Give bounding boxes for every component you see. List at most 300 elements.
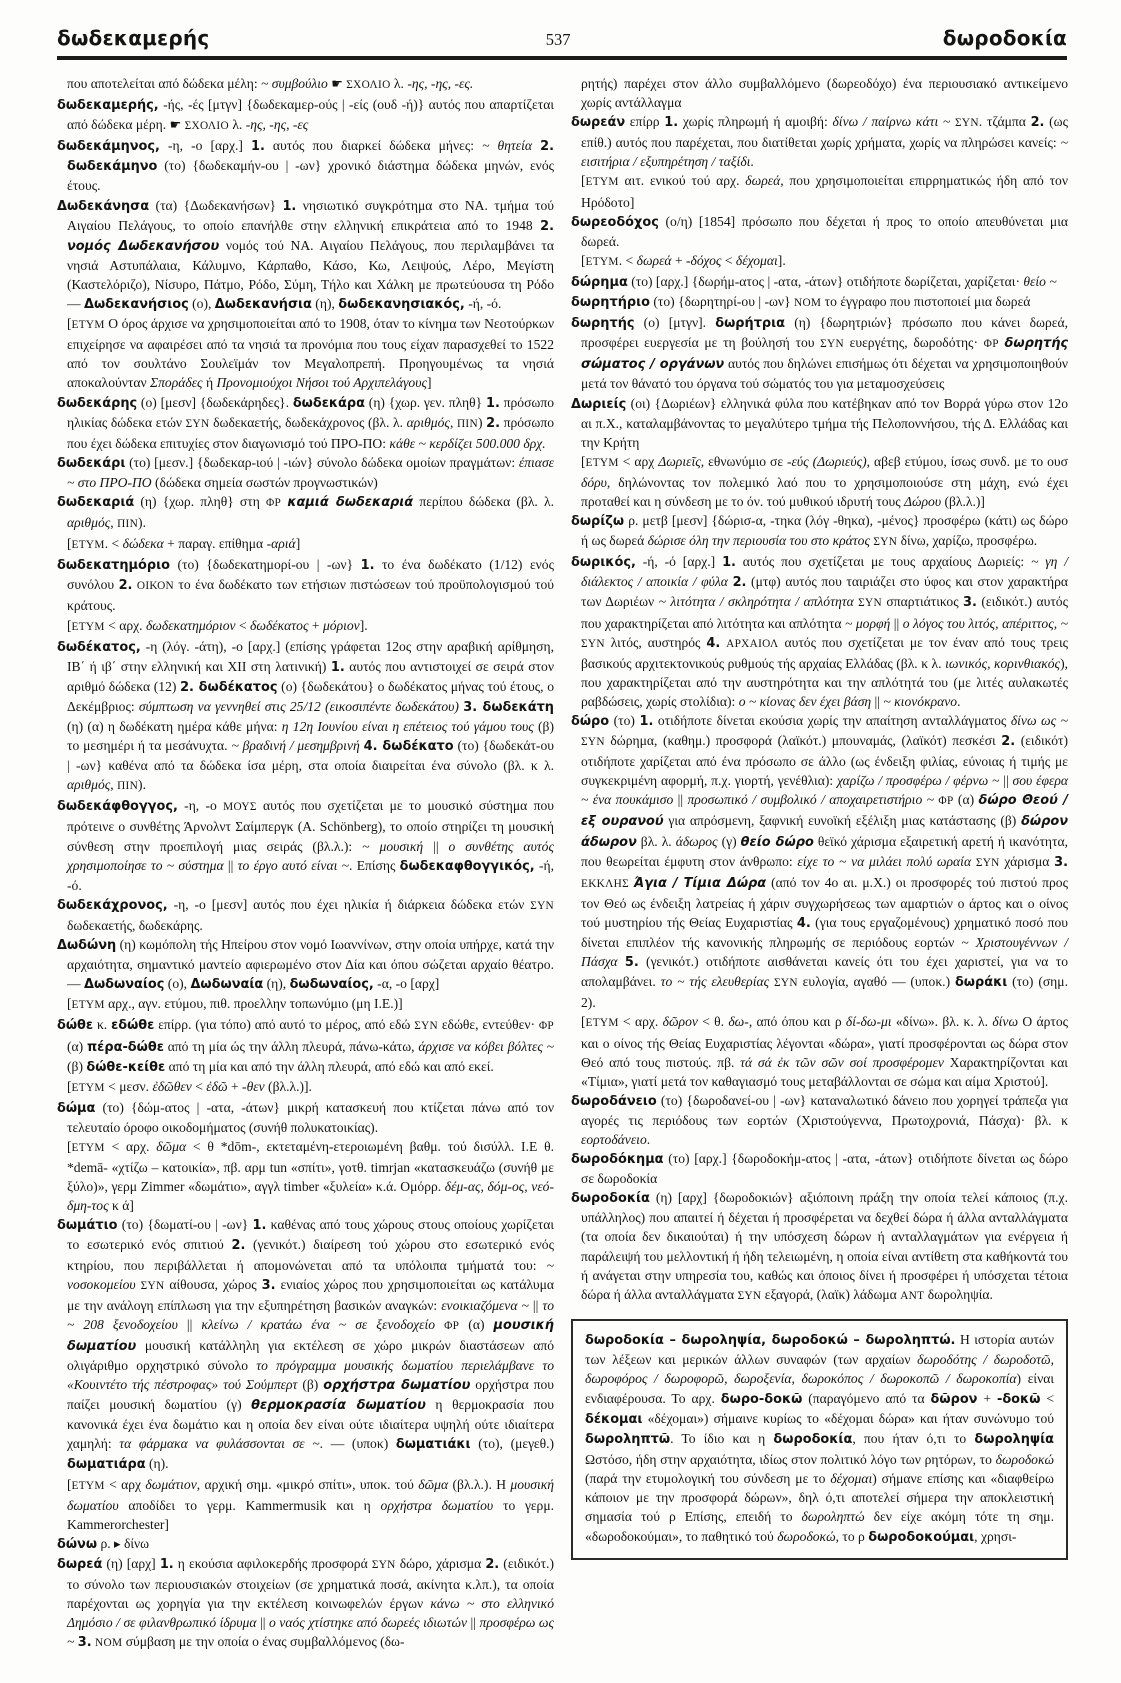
text-segment: ο συνθέτης αυτός χρησιμοποίησε το ~ σύστημα <box>67 838 554 873</box>
text-segment: η 12η Ιουνίου είναι η επέτειος τού γάμου τους <box>281 719 534 734</box>
text-segment: 2. δωδεκάμηνο <box>67 139 555 175</box>
text-segment: ορχήστρα δωματίου <box>380 1497 494 1513</box>
text-segment: 1. <box>159 1556 174 1572</box>
text-segment: -δόχος <box>686 252 722 268</box>
text-segment: δωδεκαετής, δωδεκάρης. <box>67 917 203 933</box>
text-segment: Η ιστορία αυτών των λέξεων και μερικών άλλων συναφών (των αρχαίων <box>585 1331 1054 1368</box>
text-segment: 3. <box>963 595 977 611</box>
text-segment: πρόσωπο ηλικίας δώδεκα ετών <box>67 394 555 430</box>
text-segment: (δώδεκα σημεία σωστών προγνωστικών) <box>151 474 378 490</box>
text-segment: άρχισε να κόβει βόλτες ~ <box>418 1038 554 1054</box>
text-segment: ). <box>138 777 146 793</box>
text-segment: (βλ.λ.)]. <box>264 1078 312 1094</box>
text-segment: δωροδοκία <box>773 1432 853 1448</box>
dictionary-entry <box>57 935 554 994</box>
text-segment: . Επίσης <box>349 857 400 873</box>
dictionary-entry <box>571 313 1068 393</box>
text-segment: (η) [αρχ] {δωροδοκιών} αξιόποινη πράξη την οποία τελεί κάποιος (π.χ. υπάλληλος) που απαιτεί ή δέχεται ή προσφέρεται να δεχθεί δώρα ή άλλα ανταλλάγματα (τα οποία δεν δικαιούται) ή την υπόσχεση δώρων ή ανταλλαγμάτων για ενέργεια ή παράλειψή του μελλοντική ή ήδη τελειωμένη, η οποία είναι αντίθετη στα καθήκοντά του ή ανάγεται στην υπηρεσία του, καθώς και όποιος δίνει ή προσφέρει ή υπόσχεται τέτοια δώρα ή άλλα ανταλλάγματα <box>581 1190 1068 1302</box>
text-segment: αυτός που σχετίζεται με τους αρχαίους Δωριείς: <box>735 554 1032 570</box>
text-segment: δωδεκατημόριον <box>145 617 236 633</box>
text-segment: ~ κιονόκρανο <box>883 693 958 709</box>
text-segment: ευεργέτης, δωροδότης· <box>843 335 984 351</box>
text-segment: δίνω <box>120 1535 150 1551</box>
text-segment: ΣΥΝ <box>955 117 979 130</box>
text-segment: || <box>528 1297 543 1313</box>
text-segment: δώθε <box>57 1018 94 1034</box>
text-segment: (το) [αρχ.] {δωρήμ-ατος | -ατα, -άτων} οτιδήποτε δωρίζεται, χαρίζεται· <box>627 273 1024 289</box>
text-segment: ΕΤΥΜ <box>71 319 105 332</box>
text-segment: -η, -ο [μεσν] αυτός που έχει ηλικία ή διάρκεια δώδεκα ετών <box>167 896 531 912</box>
text-segment: 1. <box>722 555 736 571</box>
dictionary-entry <box>57 393 554 453</box>
text-segment: ΠΙΝ <box>117 780 139 793</box>
dictionary-entry <box>57 492 554 534</box>
text-segment: αυτός που αντιστοιχεί σε σειρά στον αριθμό δώδεκα (12) <box>67 658 554 694</box>
text-segment: . < <box>104 536 123 552</box>
text-segment: -ή, -ό. <box>67 857 554 893</box>
text-segment: δίνω, χαρίζω, προσφέρω. <box>897 533 1038 549</box>
text-segment: δωδεκάρα <box>292 395 366 411</box>
text-segment: (μτφ) αυτός που ταιριάζει στο ύφος και στον χαρακτήρα των Δωριέων <box>581 574 1068 610</box>
dictionary-entry <box>571 292 1068 313</box>
text-segment: Ωστόσο, ήδη στην αρχαιότητα, ιδίως στον πολιτικό λόγο των ρητόρων, το <box>585 1451 996 1467</box>
text-segment: δωδωναίος, <box>289 977 374 993</box>
text-segment <box>532 138 540 153</box>
text-segment: 3. <box>261 1277 276 1293</box>
text-segment: περίπου δώδεκα (βλ. λ. <box>413 493 554 509</box>
text-segment: (παραγόμενο από τα <box>802 1390 931 1406</box>
text-segment: 2. <box>118 578 133 594</box>
text-segment: ΣΥΝ <box>820 338 844 351</box>
text-segment: (οι) {Δωριέων} ελληνικά φύλα που κατέβηκαν από τον Βορρά γύρω στον 12ο αι π.Χ., καταλαμβάνοντας το μεγαλύτερο τμήμα τής Πελοποννήσου, τής Δ. Ελλάδας και την Κρήτη <box>581 395 1068 450</box>
text-segment: προσωπικό / συμβολικό / αποχαιρετιστήριο ~ <box>687 792 934 808</box>
text-segment: (ως επίθ.) αυτός που παρέχεται, που διατίθεται χωρίς χρήματα, χωρίς να πληρώσει κανείς: <box>581 114 1069 151</box>
text-segment: δωδεκαφθογγικός, <box>399 858 535 874</box>
text-segment: από τη μία και από την άλλη πλευρά, από εδώ και από εκεί. <box>165 1058 494 1074</box>
text-segment: δῶρον <box>930 1391 978 1407</box>
text-segment: (τα) {Δωδεκανήσων} <box>149 197 283 213</box>
text-segment: [ <box>67 316 72 332</box>
text-segment: || <box>256 1615 269 1631</box>
text-segment: ο λόγος του λιτός, απέριττος, ~ <box>902 615 1068 631</box>
text-segment: + <box>671 252 687 268</box>
text-segment: 3. <box>1054 854 1068 870</box>
running-head <box>57 26 1067 60</box>
text-segment: αριθμός <box>67 515 111 531</box>
text-segment: θείο ~ <box>1023 273 1057 289</box>
text-segment: (το) <box>609 713 640 728</box>
text-segment: αριθμός <box>67 777 111 793</box>
text-segment: δωρεά <box>745 173 781 189</box>
text-segment: δωρικός, <box>571 555 636 571</box>
text-segment: (ο) {δωδεκάτου} ο δωδέκατος μήνας τού έτους, ο Δεκέμβριος: <box>67 678 554 714</box>
text-segment: επίρρ <box>625 114 665 130</box>
text-segment: ~ συμβούλιο <box>261 76 328 91</box>
text-segment: -α, -ο [αρχ] <box>373 976 440 992</box>
text-segment: . Το ίδιο και η <box>670 1431 774 1447</box>
text-segment: Δωδωναία <box>190 977 264 993</box>
text-segment: δωματιάρα <box>67 1457 146 1473</box>
text-segment: αυτός που σχετίζεται με τον έναν από τους τρεις βασικούς αρχιτεκτονικούς ρυθμούς τής αρχαίας Ελλάδας (βλ. κ λ. <box>581 634 1068 671</box>
text-segment: ἐδῶθεν <box>152 1078 192 1094</box>
text-segment: ~ βραδινή / μεσημβρινή <box>231 738 360 754</box>
text-segment: ) είναι ενδιαφέρουσα. Το αρχ. <box>585 1371 1054 1406</box>
text-segment: ΦΡ <box>538 1020 555 1033</box>
dictionary-entry <box>571 552 1068 711</box>
text-segment: Σποράδες <box>150 375 203 391</box>
text-segment: εορτοδάνειο <box>581 1131 647 1147</box>
text-segment: εδώθε, εντεύθεν· <box>437 1017 539 1033</box>
text-segment: το γερμ. Kammerorchester] <box>67 1497 555 1532</box>
text-segment: < αρχ. <box>618 1014 663 1030</box>
text-segment: σύμπτωση να γεννηθεί στις 25/12 (εικοσιπέντε δωδεκάτου) <box>138 698 459 714</box>
text-segment: δωδεκάχρονος, <box>57 897 168 913</box>
text-segment: το ~ 208 ξενοδοχείου <box>67 1297 554 1332</box>
text-segment: λ. <box>390 76 408 91</box>
text-segment: δωμάτιον <box>145 1476 197 1492</box>
dictionary-entry <box>57 895 554 935</box>
text-segment: 1. <box>360 558 375 574</box>
text-segment: σπαρτιάτικος <box>881 594 964 610</box>
text-segment: σου έφερα ~ ένα πουκάμισο <box>581 773 1068 808</box>
text-segment: ΣΥΝ <box>858 597 882 610</box>
text-segment: ΣΥΝ <box>185 417 210 430</box>
text-segment: (α) <box>953 792 979 808</box>
text-segment: , <box>449 414 457 430</box>
text-segment: -η (λόγ. -άτη), -ο [αρχ.] (επίσης γράφεται 12ος στην αραβική αρίθμηση, ΙΒ΄ ή ιβ΄ στην ελληνική και XII στη λατινική) <box>67 638 554 674</box>
text-segment: δίνω / παίρνω κάτι ~ <box>832 114 951 130</box>
text-segment: (ο/η) [1854] πρόσωπο που δέχεται ή προς το οποίο απευθύνεται μια δωρεά. <box>581 213 1068 249</box>
dictionary-entry <box>571 112 1068 171</box>
text-segment: δωροδοκώ <box>995 1451 1054 1467</box>
text-segment: < <box>191 1078 207 1094</box>
text-segment: -ή, -ό. <box>464 296 502 312</box>
text-segment: που αποτελείται από δώδεκα μέλη: <box>67 76 261 91</box>
text-segment: + <box>227 1078 243 1094</box>
text-segment: (β) <box>67 1058 87 1074</box>
text-segment: δωροδοκία – δωροληψία, δωροδοκώ – δωροληπτώ. <box>585 1332 956 1348</box>
text-segment: ΑΡΧΑΙΟΛ <box>726 637 779 650</box>
text-segment: δωροδοκία <box>571 1191 650 1207</box>
entry-continuation <box>571 251 1068 272</box>
text-segment: χάρισμα <box>999 853 1055 869</box>
text-segment: αίθουσα, χώρος <box>164 1276 262 1292</box>
text-segment: δωδεκατημόριο <box>57 558 170 574</box>
text-segment: δώδεκα <box>122 536 164 552</box>
text-segment: ΠΙΝ <box>456 417 478 430</box>
text-segment: -αριά <box>266 536 296 552</box>
text-segment: || <box>467 1615 480 1631</box>
entry-continuation <box>57 1137 554 1215</box>
text-segment: μουσική δωματίου <box>67 1317 554 1354</box>
text-segment: τά σά ἐκ τῶν σῶν σοί προσφέρομεν <box>740 1054 944 1070</box>
text-segment: δίνω ως ~ <box>1010 713 1068 728</box>
text-segment: δέχομαι <box>735 252 778 268</box>
text-segment: Δωδεκανήσια <box>214 297 312 313</box>
text-segment: το ~ τής ελευθερίας <box>660 974 770 990</box>
text-segment: (γενικότ.) οτιδήποτε αισθάνεται κανείς ότι του έχει χαριστεί, για να το απολαμβάνει. <box>581 954 1068 990</box>
text-segment: Ο άρτος και ο οίνος τής Θείας Ευχαριστίας λέγονται «δώρα», γιατί προσφέρονται ως δώρα στον Θεό από τους πιστούς. πβ. <box>581 1014 1069 1070</box>
text-segment: αρχ., αγν. ετύμου, πιθ. προελλην τοπωνύμιο (μη Ι.Ε.)] <box>104 996 403 1012</box>
text-segment: δωδεκάφθογγος, <box>57 799 178 815</box>
text-segment: ΣΥΝ <box>371 1558 396 1571</box>
text-segment: (α) <box>67 1038 87 1054</box>
text-segment: (το), (μεγεθ.) <box>470 1436 555 1452</box>
text-segment: [ <box>67 1078 72 1094</box>
text-segment: σύμβαση με την οποία ο ένας συμβαλλόμενος (δω- <box>122 1634 405 1650</box>
text-segment: 1. <box>330 659 345 675</box>
text-segment: το πρόγραμμα μουσικής δωματίου περιελάμβανε το «Κουιντέτο τής πέστροφας» τού Σούμπερτ <box>67 1358 554 1393</box>
text-segment: -εύς (Δωριεύς) <box>787 453 867 469</box>
text-segment: (γ) <box>717 833 741 849</box>
text-segment: + <box>977 1390 997 1406</box>
text-segment: δώρο Θεού / εξ ουρανού <box>581 793 1068 830</box>
text-segment: το ένα δωδέκατο των ετήσιων πιστώσεων τού προϋπολογισμού τού κράτους. <box>67 577 554 614</box>
text-segment: ΜΟΥΣ <box>223 801 257 814</box>
text-segment: (βλ.λ.). Η <box>448 1476 511 1492</box>
text-segment: (ο) [μεσν] {δωδεκάρηδες}. <box>137 394 293 410</box>
text-segment: (η) {δωρητριών} πρόσωπο που κάνει δωρεά, προσφέρει ευεργεσία με τη βούλησή του <box>581 315 1068 351</box>
text-segment: δωροδοκώ <box>777 1528 836 1544</box>
text-segment: ΕΤΥΜ <box>71 1081 105 1094</box>
dictionary-entry <box>571 212 1068 251</box>
text-segment: ΣΥΝ <box>581 637 605 650</box>
text-segment: ~ γη / διάλεκτος / αποικία / φύλα <box>581 554 1069 590</box>
text-segment: 2. <box>540 218 554 234</box>
dictionary-entry <box>57 1215 554 1474</box>
text-segment: (ο), <box>188 296 215 312</box>
text-segment: ~ θητεία <box>482 138 533 154</box>
text-segment: (το) {δωρητηρί-ου | -ων} <box>649 294 794 310</box>
text-segment: δέχομαι <box>830 1470 873 1486</box>
text-segment: πρόσωπο που έχει δώδεκα επιτυχίες στον διαγωνισμό τού ΠΡΟ-ΠΟ: <box>67 414 554 451</box>
text-segment: || <box>177 1316 202 1332</box>
text-segment <box>618 954 625 969</box>
text-segment: δωρο-δοκῶ <box>720 1391 803 1407</box>
guide-word-right: δωροδοκία <box>942 26 1067 50</box>
text-segment: αυτός που δηλώνει επισήμως ότι δέχεται να χρησιμοποιηθούν μετά τον θάνατό του όργανα τού σώματός του για μεταμοσχεύσεις <box>581 356 1068 392</box>
text-segment: ). <box>138 515 146 531</box>
text-segment: < <box>721 252 736 268</box>
text-segment: κλείνω / κρατάω ένα ~ σε ξενοδοχείο <box>201 1316 436 1332</box>
text-segment: ΕΤΥΜ <box>71 539 105 552</box>
text-segment: 2. <box>732 575 747 591</box>
text-segment: [ <box>581 1014 586 1030</box>
text-segment: -ή, -ό [αρχ.] <box>635 554 723 570</box>
right-column <box>571 74 1068 1653</box>
text-segment: (γενικότ.) διαίρεση τού χώρου στο εσωτερικό ενός κτηρίου, που περιβάλλεται ή απομονώνεται από τα υπόλοιπα τμήματά του: <box>67 1237 554 1273</box>
text-segment: . τζάμπα <box>978 114 1031 130</box>
text-segment: αριθμός <box>406 414 450 430</box>
text-segment: 1. <box>282 198 297 214</box>
text-segment: -η, -ο [αρχ.] <box>159 138 251 154</box>
dictionary-entry <box>571 1149 1068 1188</box>
text-segment: 4. δωδέκατο <box>363 739 454 755</box>
text-segment: δώρημα <box>571 274 628 290</box>
text-segment: δωρίζω <box>571 514 625 530</box>
text-segment: . — (υποκ) <box>319 1436 396 1452</box>
dictionary-entry <box>57 555 554 615</box>
text-segment: δί-δω-μι <box>845 1014 892 1030</box>
text-segment: , από όπου και ρ <box>748 1014 846 1030</box>
text-segment: ΣΥΝ <box>140 1279 165 1292</box>
text-segment: δωροληψία <box>974 1432 1054 1448</box>
text-segment: δώμα <box>57 1100 96 1116</box>
text-segment: . <box>750 154 754 170</box>
text-segment: δῶμα <box>156 1138 187 1154</box>
text-segment: 4. <box>796 915 811 931</box>
text-segment: ΟΙΚΟΝ <box>136 580 174 593</box>
dictionary-entry <box>57 1554 554 1653</box>
text-segment: δωδεκαετής, δωδεκάχρονος (βλ. λ. <box>209 414 407 430</box>
text-segment: || <box>423 838 449 854</box>
text-segment: < αρχ <box>104 1476 146 1492</box>
text-segment: ] <box>426 375 432 391</box>
entry-continuation <box>57 534 554 555</box>
text-segment: < θ *dōm-, εκτεταμένη-ετεροιωμένη βαθμ. τού δισύλλ. Ι.Ε θ. *demā- «χτίζω – κατοικία», πβ. αρμ tun «σπίτι», γοτθ. timrjan «κατασκευάζω (συνήθ με ξύλο)», γερμ Zimmer «δωμάτιο», αγγλ timber «ξυλεία» κ.ά. Ομόρρ. <box>67 1138 555 1195</box>
text-segment: δωδεκάρης <box>57 395 138 411</box>
text-segment: Χαρακτηρίζονται και «Τίμια», γιατί μετά τον καθαγιασμό τους μεταβάλλονται σε σώμα και αίμα Χριστού]. <box>581 1054 1068 1089</box>
text-segment: δώνω <box>57 1536 98 1552</box>
text-segment: δωρεά <box>636 252 672 268</box>
text-segment: άδωρος <box>675 833 718 849</box>
text-segment: δῶμα <box>418 1476 449 1492</box>
text-segment: (η), <box>311 296 339 312</box>
text-segment: ΕΤΥΜ <box>585 255 619 268</box>
text-segment: νησιωτικό συγκρότημα στο ΝΑ. τμήμα τού Αιγαίου Πελάγους, το οποίο επανήλθε στην ελληνική επικράτεια από το 1948 <box>67 197 555 233</box>
text-segment: 1. <box>485 395 500 411</box>
text-segment: ), που χαρακτηρίζεται από την αυστηρότητα και την απλότητά του (με λιτές αυλακωτές ραβδώσεις, χωρίς στολίδια): <box>581 655 1069 709</box>
text-segment: δω- <box>728 1014 749 1030</box>
text-segment: + <box>308 617 323 633</box>
text-segment: προσφέρω ως ~ <box>67 1615 554 1650</box>
dictionary-entry <box>571 511 1068 552</box>
text-segment: , δηλώνοντας τον πολεμικό λαό που το χρησιμοποιούσε στη μάχη, ενώ έχει προταθεί και η σύνδεση με το όν. τού μυθικού ιδρυτή τους <box>581 474 1068 509</box>
text-segment: ή <box>202 375 217 391</box>
text-segment: (η) {χωρ. γεν. πληθ} <box>365 394 486 410</box>
dictionary-entry <box>571 1091 1068 1149</box>
text-segment: μόριον <box>322 617 360 633</box>
text-segment: ο ~ κίονας δεν έχει βάση <box>738 693 872 709</box>
text-segment: Δώρου <box>904 493 942 509</box>
text-segment: ἐδῶ <box>206 1078 228 1094</box>
text-segment: -η, -ο <box>177 798 224 814</box>
text-segment: δωμάτιο <box>57 1218 118 1234</box>
text-segment: Δωριείς <box>571 396 627 412</box>
text-segment: ]. <box>359 617 368 633</box>
text-segment: (ο) [μτγν]. <box>634 315 716 331</box>
text-segment: (παρά την ετυμολογική του σύνδεση με το <box>585 1470 831 1486</box>
text-segment: η εκούσια αφιλοκερδής προσφορά <box>173 1555 372 1571</box>
text-segment: επίρρ. (για τόπο) από αυτό το μέρος, από εδώ <box>154 1017 415 1033</box>
text-segment: [ <box>581 173 586 189</box>
text-segment: (από τον 4ο αι. μ.Χ.) οι προσφορές τού πιστού προς τον Θεό ως ένδειξη λατρείας ή χάριν συγχωρήσεως των αμαρτιών ο άρτος και ο οίνος τού μυστηρίου τής Θείας Ευχαριστίας <box>581 874 1068 930</box>
dictionary-entry <box>57 95 554 136</box>
text-segment: λιτός, αυστηρός <box>604 634 707 650</box>
text-segment: 2. δωδέκατος <box>180 679 278 695</box>
text-segment: ορχήστρα δωματίου <box>323 1378 471 1394</box>
text-segment: κ. <box>93 1017 112 1033</box>
text-segment: ΠΙΝ <box>117 518 139 531</box>
text-segment: από τη μία ώς την άλλη πλευρά, πάνω-κάτω, <box>163 1038 419 1054</box>
text-segment: Δωδωναίος <box>84 977 165 993</box>
text-segment: (το) {δώμ-ατος | -ατα, -άτων} μικρή κατασκευή που κτίζεται πάνω από τον τελευταίο όροφο οικοδομήματος (συνήθ πολυκατοικίας). <box>67 1099 554 1135</box>
text-segment: ΦΡ <box>444 1319 460 1332</box>
text-segment: δώθε-κείθε <box>86 1059 166 1075</box>
text-segment: «δίνω». βλ. κ. λ. <box>891 1014 993 1030</box>
text-segment: δώρο <box>571 714 610 729</box>
usage-note-text <box>585 1330 1054 1547</box>
text-segment: || <box>871 693 884 709</box>
text-segment: Δωδεκάνησα <box>57 198 150 214</box>
text-segment: ΣΥΝ <box>581 736 605 749</box>
text-segment: 1. <box>250 139 265 155</box>
text-segment: (η), <box>263 976 290 992</box>
text-segment: -ης, -ης, -ες. <box>407 76 474 91</box>
text-segment: (β) <box>297 1377 324 1393</box>
text-segment: (η) [αρχ] <box>102 1555 160 1571</box>
text-segment: ΣΧΟΛΙΟ <box>346 79 391 91</box>
text-segment: ΣΥΝ <box>530 899 554 912</box>
text-segment: ΕΤΥΜ <box>71 1479 105 1492</box>
text-segment: -δοκῶ <box>996 1391 1041 1407</box>
text-segment: (α) <box>459 1316 494 1332</box>
text-segment: ] <box>295 536 301 552</box>
pointer-hand-icon: ☛ <box>169 117 182 133</box>
text-segment: θερμοκρασία δωματίου <box>251 1398 426 1414</box>
text-segment: ΣΥΝ <box>414 1020 438 1033</box>
text-segment: δωράκι <box>954 975 1008 991</box>
text-segment: δωρήτρια <box>715 316 786 332</box>
text-segment: για απρόσμενη, ξαφνική ευνοϊκή εξέλιξη μιας κατάστασης (β) <box>663 813 1022 829</box>
text-segment: ΕΤΥΜ <box>71 999 105 1012</box>
text-segment: δωδεκάρι <box>57 455 126 471</box>
text-segment: εδώθε <box>111 1018 155 1034</box>
text-segment <box>435 1317 444 1332</box>
text-segment: , <box>110 515 118 531</box>
text-segment: νομός τού ΝΑ. Αιγαίου Πελάγους, που περιλαμβάνει τα νησιά Αστυπάλαια, Κάλυμνο, Κάρπαθο, Κάσο, Κω, Λειψούς, Λέρο, Μεγίστη (Καστελόριζο), Νίσυρο, Πάτμο, Ρόδο, Σύμη, Τήλο και Χάλκη με πρωτεύουσα τη Ρόδο — <box>67 237 554 312</box>
text-segment: η θερμοκρασία που κανονικά έχει ένα δωμάτιο και η οποία δεν είναι ούτε ιδιαίτερα υψηλή ούτε ιδιαίτερα χαμηλή: <box>67 1397 554 1452</box>
text-segment: , που ήταν ό,τι το <box>852 1431 975 1447</box>
text-segment: ΕΤΥΜ <box>71 620 105 633</box>
entry-continuation <box>57 994 554 1015</box>
text-segment: ΕΤΥΜ <box>585 176 619 189</box>
text-segment: ~ εισιτήρια / εξυπηρέτηση / ταξίδι <box>581 135 1068 170</box>
text-segment: ορχήστρα που παίζει μουσική δωματίου (γ) <box>67 1377 554 1413</box>
text-segment: νομός Δωδεκανήσου <box>67 238 220 254</box>
text-segment: || <box>890 615 903 631</box>
text-segment: δωματιάκι <box>395 1437 471 1453</box>
text-segment: (το) {δωροδανεί-ου | -ων} καταναλωτικό δάνειο που χορηγεί τράπεζα για αγορές τις περιόδους των εορτών (Χριστούγεννα, Πρωτοχρονιά, Πάσχα)· βλ. κ <box>581 1092 1068 1128</box>
left-column <box>57 74 554 1653</box>
dictionary-entry <box>57 1534 554 1554</box>
text-segment: [ <box>67 996 72 1012</box>
text-segment: (το) {δωδεκαμήν-ου | -ων} χρονικό διάστημα δώδεκα μηνών, ενός έτους. <box>67 158 554 194</box>
dictionary-entry <box>57 637 554 797</box>
text-segment: ΦΡ <box>938 795 954 808</box>
text-segment: αποδίδει το γερμ. Kammermusik και η <box>118 1497 381 1513</box>
text-segment: , το ρ <box>835 1528 869 1544</box>
entry-continuation <box>57 1475 554 1534</box>
text-segment: ενοικιαζόμενα ~ <box>441 1297 529 1313</box>
text-segment: δωδεκαριά <box>57 494 135 510</box>
page-number: 537 <box>545 30 571 49</box>
text-segment: < <box>1040 1390 1054 1406</box>
entry-continuation <box>57 1077 554 1098</box>
text-segment: μουσική κατάλληλη για εκτέλεση σε χώρο μικρών διαστάσεων από ολιγάριθμο ορχηστρικό σύνολο <box>67 1337 554 1373</box>
text-segment: ευλογία, αγαθό — (υποκ.) <box>797 974 955 990</box>
text-segment: (το) {δωδεκατημορί-ου | -ων} <box>169 557 361 573</box>
